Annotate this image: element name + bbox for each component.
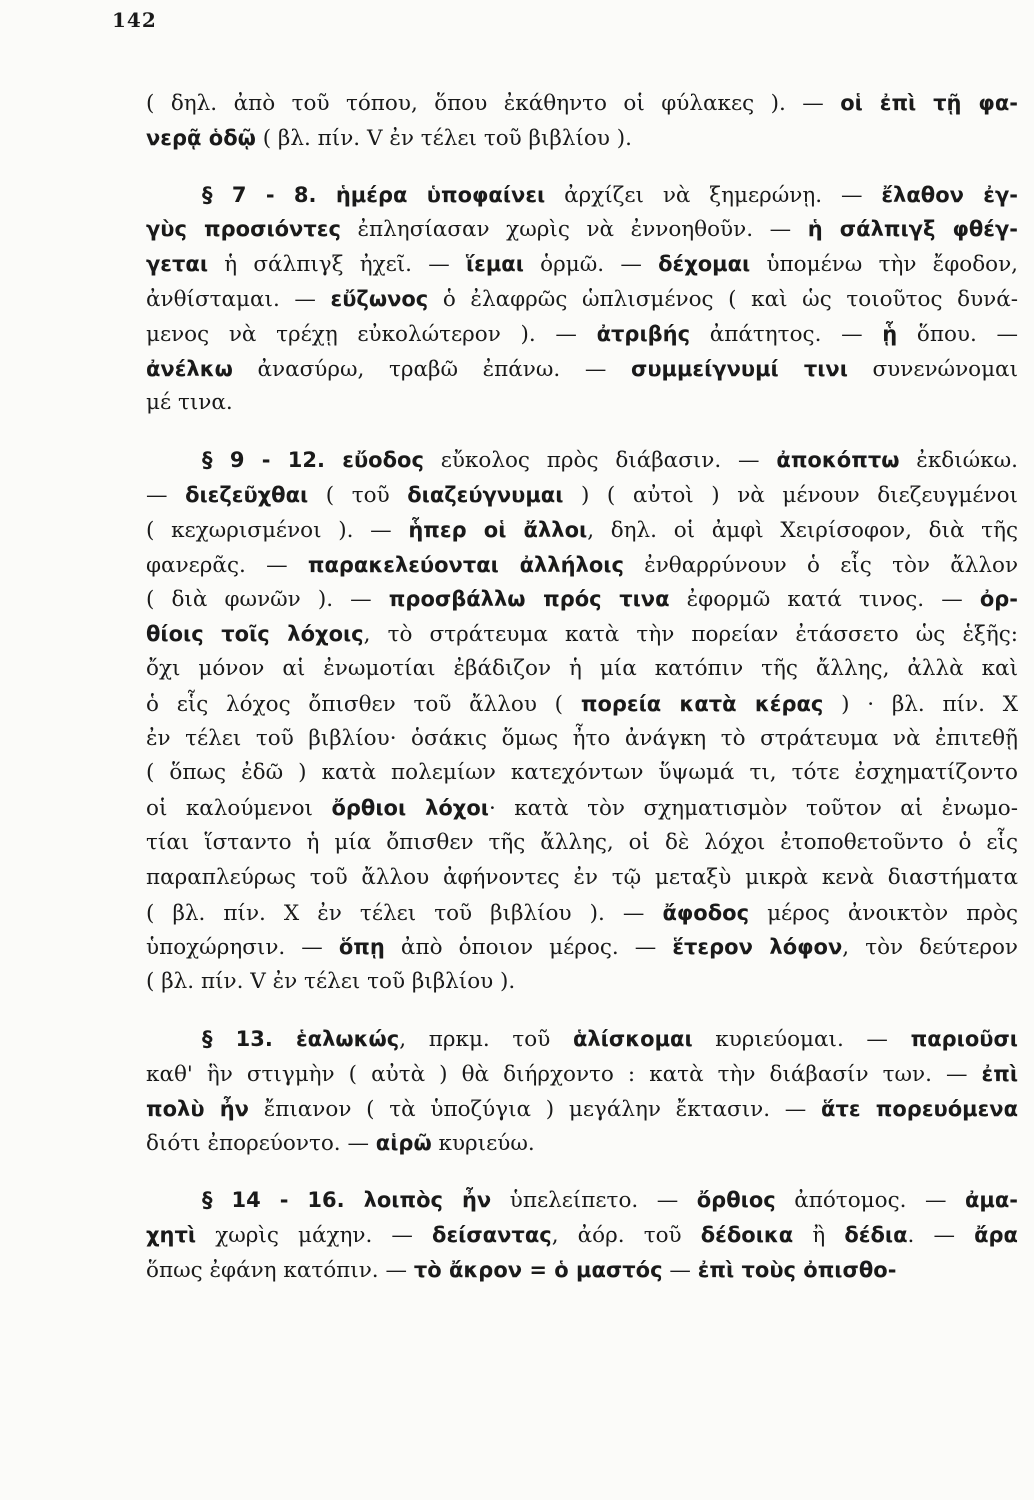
text-segment: , πρκμ. τοῦ	[399, 1026, 573, 1052]
bold-term: § 9 - 12. εὔοδος	[202, 448, 424, 473]
text-segment: ( δηλ. ἀπὸ τοῦ τόπου, ὅπου ἐκάθηντο οἱ φύλακες ). —	[146, 91, 841, 116]
text-segment: κυριεύω.	[431, 1131, 535, 1157]
text-line	[146, 386, 1018, 421]
bold-term: ἀνέλκω	[146, 356, 233, 381]
bold-term: § 13. ἑαλωκώς	[202, 1026, 400, 1051]
bold-term: ὅπῃ	[338, 935, 385, 960]
text-segment: μέρος ἀνοικτὸν πρὸς	[749, 900, 1018, 926]
text-segment: ( διὰ φωνῶν ). —	[146, 587, 389, 613]
text-line	[146, 756, 1018, 791]
text-line	[146, 1022, 1018, 1057]
text-segment: ὑπομένω τὴν ἔφοδον,	[750, 252, 1018, 278]
bold-term: ᾗ	[882, 321, 898, 346]
text-segment: ἐνθαρρύνουν ὁ εἷς τὸν ἄλλον	[623, 552, 1019, 578]
paragraph-gap	[146, 1000, 1018, 1022]
text-segment: ἔπιανον ( τὰ ὑποζύγια ) μεγάλην ἔκτασιν. —	[248, 1096, 822, 1122]
bold-term: πολὺ ἦν	[146, 1096, 249, 1121]
text-segment: ἀπότομος. —	[775, 1188, 965, 1214]
bold-term: εὔζωνος	[330, 286, 429, 311]
text-segment: ἀπάτητος. —	[690, 321, 883, 347]
text-line	[146, 965, 1018, 1000]
text-segment: συνενώνομαι	[847, 356, 1019, 382]
text-segment: ἀρχίζει νὰ ξημερώνῃ. —	[545, 182, 882, 208]
bold-term: ἡ σάλπιγξ φθέγ-	[807, 217, 1019, 242]
bold-term: ἄρα	[974, 1222, 1018, 1247]
text-segment: ὄχι μόνον αἱ ἐνωμοτίαι ἐβάδιζον ἡ μία κατόπιν τῆς ἄλλης, ἀλλὰ καὶ	[146, 655, 1018, 681]
bold-term: θίοις τοῖς λόχοις	[146, 622, 364, 647]
paragraph-gap	[146, 421, 1018, 443]
text-segment: ἐν τέλει τοῦ βιβλίου· ὁσάκις ὅμως ἦτο ἀνάγκη τὸ στράτευμα νὰ ἐπιτεθῇ	[146, 725, 1018, 751]
text-segment: · κατὰ τὸν σχηματισμὸν τοῦτον αἱ ἐνωμο-	[488, 796, 1018, 822]
bold-term: § 14 - 16. λοιπὸς ἦν	[202, 1188, 492, 1213]
bold-term: οἱ ἐπὶ τῇ φα-	[840, 91, 1019, 115]
text-segment: ( βλ. πίν. V ἐν τέλει τοῦ βιβλίου ).	[146, 969, 516, 995]
text-segment: διότι ἐπορεύοντο. —	[146, 1131, 376, 1157]
text-segment: μενος νὰ τρέχῃ εὐκολώτερον ). —	[146, 321, 597, 347]
text-line	[146, 1126, 1018, 1161]
text-segment: παραπλεύρως τοῦ ἄλλου ἀφήνοντες ἐν τῷ μεταξὺ μικρὰ κενὰ διαστήματα	[146, 864, 1018, 890]
text-line	[146, 687, 1018, 722]
text-line	[146, 617, 1018, 652]
text-line	[146, 826, 1018, 861]
text-line	[146, 282, 1018, 317]
text-line	[146, 1057, 1018, 1092]
bold-term: διαζεύγνυμαι	[407, 482, 564, 507]
text-segment: καθ' ἣν στιγμὴν ( αὐτὰ ) θὰ διήρχοντο : κατὰ τὴν διάβασίν των. —	[146, 1061, 982, 1087]
text-segment: οἱ καλούμενοι	[146, 796, 332, 822]
text-line	[146, 121, 1018, 156]
text-segment: ἐφορμῶ κατά τινος. —	[669, 587, 980, 613]
text-line	[146, 652, 1018, 687]
text-segment: ἐπλησίασαν χωρὶς νὰ ἐννοηθοῦν. —	[340, 217, 808, 243]
text-line	[146, 443, 1018, 478]
text-segment: ἀνασύρω, τραβῶ ἐπάνω. —	[232, 356, 631, 382]
text-segment: ὁ ἐλαφρῶς ὡπλισμένος ( καὶ ὡς τοιοῦτος δυνά-	[428, 286, 1018, 312]
text-segment: τίαι ἵσταντο ἡ μία ὄπισθεν τῆς ἄλλης, οἱ δὲ λόχοι ἐτοποθετοῦντο ὁ εἷς	[146, 829, 1018, 855]
text-line	[146, 1183, 1018, 1218]
text-segment: ὅπου. —	[897, 321, 1019, 347]
text-segment: ( ὅπως ἐδῶ ) κατὰ πολεμίων κατεχόντων ὕψωμά τι, τότε ἐσχηματίζοντο	[146, 760, 1018, 786]
text-segment: —	[662, 1257, 698, 1283]
paragraph-gap	[146, 1161, 1018, 1183]
text-line	[146, 317, 1018, 352]
bold-term: ἀμα-	[964, 1188, 1018, 1213]
bold-term: ἐπὶ τοὺς ὀπισθο-	[697, 1257, 897, 1282]
text-segment: ( βλ. πίν. X ἐν τέλει τοῦ βιβλίου ). —	[146, 900, 663, 926]
text-segment: ( βλ. πίν. V ἐν τέλει τοῦ βιβλίου ).	[255, 125, 632, 151]
bold-term: ἀτριβής	[596, 321, 691, 346]
text-segment: ( κεχωρισμένοι ). —	[146, 517, 409, 543]
text-segment: —	[146, 482, 186, 508]
text-line	[146, 478, 1018, 513]
bold-term: δέχομαι	[658, 252, 751, 277]
bold-term: ἁλίσκομαι	[572, 1026, 693, 1051]
text-segment: ἡ σάλπιγξ ἠχεῖ. —	[208, 252, 466, 278]
text-segment: ( τοῦ	[308, 482, 408, 508]
text-line	[146, 896, 1018, 931]
text-line	[146, 1218, 1018, 1253]
bold-term: ἄφοδος	[662, 900, 750, 925]
text-segment: , τὸ στράτευμα κατὰ τὴν πορείαν ἐτάσσετο ὡς ἑξῆς:	[363, 622, 1018, 648]
text-segment: ἀνθίσταμαι. —	[146, 286, 331, 312]
text-segment: ἀπὸ ὁποιον μέρος. —	[384, 935, 673, 961]
text-line	[146, 548, 1018, 583]
text-segment: ) · βλ. πίν. X	[823, 691, 1019, 717]
text-line	[146, 722, 1018, 757]
page-number: 142	[112, 8, 157, 32]
text-line	[146, 791, 1018, 826]
text-line	[146, 1092, 1018, 1127]
bold-term: ἧπερ οἱ ἄλλοι	[408, 517, 588, 542]
bold-term: δέδια	[844, 1222, 908, 1247]
bold-term: ἀποκόπτω	[776, 448, 900, 473]
bold-term: ἔλαθον ἐγ-	[881, 182, 1018, 207]
text-line	[146, 178, 1018, 213]
text-segment: εὔκολος πρὸς διάβασιν. —	[423, 448, 777, 474]
paragraph-gap	[146, 156, 1018, 178]
text-segment: χωρὶς μάχην. —	[196, 1222, 433, 1248]
text-segment: φανερᾶς. —	[146, 552, 308, 578]
text-segment: ) ( αὐτοὶ ) νὰ μένουν διεζευγμένοι	[563, 482, 1018, 508]
text-segment: ἢ	[793, 1222, 845, 1248]
bold-term: ἕτερον λόφον	[672, 935, 843, 960]
bold-term: συμμείγνυμί τινι	[630, 356, 848, 381]
bold-term: διεζεῦχθαι	[185, 482, 309, 507]
text-segment: μέ τινα.	[146, 390, 233, 416]
bold-term: παριοῦσι	[910, 1026, 1018, 1051]
text-segment: . —	[907, 1222, 975, 1248]
bold-term: ὀρ-	[979, 587, 1018, 612]
commentary-text	[146, 86, 1018, 1288]
text-line	[146, 930, 1018, 965]
bold-term: ἅτε πορευόμενα	[821, 1096, 1018, 1121]
text-segment: ὑπελείπετο. —	[491, 1188, 697, 1214]
bold-term: προσβάλλω πρός τινα	[388, 587, 670, 612]
text-segment: ὁρμῶ. —	[523, 252, 659, 278]
text-line	[146, 352, 1018, 387]
text-segment: ὑποχώρησιν. —	[146, 935, 339, 961]
bold-term: δείσαντας	[432, 1222, 552, 1247]
bold-term: γεται	[146, 252, 209, 277]
bold-term: ἐπὶ	[981, 1061, 1018, 1086]
bold-term: πορεία κατὰ κέρας	[580, 691, 824, 716]
text-line	[146, 513, 1018, 548]
text-segment: , ἀόρ. τοῦ	[551, 1222, 701, 1248]
text-line	[146, 1253, 1018, 1288]
text-line	[146, 247, 1018, 282]
bold-term: ὄρθιοι λόχοι	[331, 796, 489, 821]
text-segment: ἐκδιώκω.	[899, 448, 1018, 474]
text-segment: ὁ εἷς λόχος ὄπισθεν τοῦ ἄλλου (	[146, 691, 581, 717]
bold-term: γὺς προσιόντες	[146, 217, 341, 242]
bold-term: § 7 - 8. ἡμέρα ὑποφαίνει	[202, 182, 546, 207]
text-line	[146, 861, 1018, 896]
text-line	[146, 212, 1018, 247]
bold-term: νερᾷ ὁδῷ	[146, 125, 256, 150]
bold-term: ὄρθιος	[696, 1188, 776, 1213]
text-line	[146, 582, 1018, 617]
text-segment: κυριεύομαι. —	[692, 1026, 911, 1052]
bold-term: αἱρῶ	[375, 1131, 432, 1156]
bold-term: χητὶ	[146, 1222, 197, 1247]
bold-term: παρακελεύονται ἀλλήλοις	[307, 552, 624, 577]
bold-term: τὸ ἄκρον = ὁ μαστός	[413, 1257, 663, 1282]
text-segment: ὅπως ἐφάνη κατόπιν. —	[146, 1257, 414, 1283]
text-segment: , τὸν δεύτερον	[842, 935, 1019, 961]
bold-term: ἵεμαι	[465, 252, 524, 277]
text-segment: , δηλ. οἱ ἀμφὶ Χειρίσοφον, διὰ τῆς	[587, 517, 1018, 543]
bold-term: δέδοικα	[700, 1222, 794, 1247]
text-line	[146, 86, 1018, 121]
